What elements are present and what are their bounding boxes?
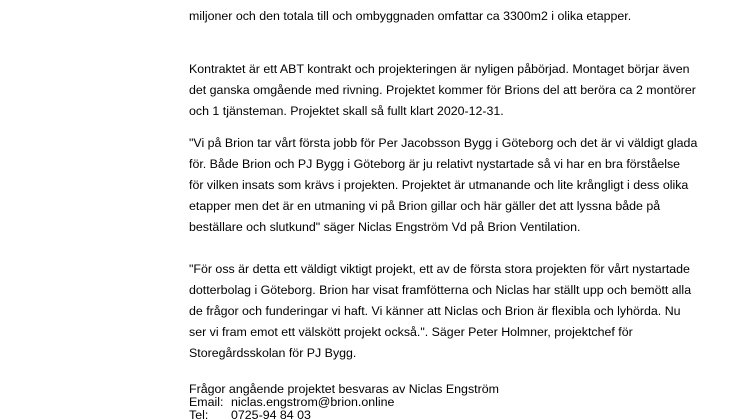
text-line: "Vi på Brion tar vårt första jobb för Per Jacobsson Bygg i Göteborg och det är vi väldigt glada	[189, 136, 698, 150]
email-label: Email:	[189, 395, 224, 409]
contact-intro: Frågor angående projektet besvaras av Niclas Engström	[189, 382, 499, 396]
text-line: och 1 tjänsteman. Projektet skall så fullt klart 2020-12-31.	[189, 104, 504, 118]
text-line: dotterbolag i Göteborg. Brion har visat framfötterna och Niclas har ställt upp och bemött alla	[189, 283, 692, 297]
contact-tel-row	[189, 409, 311, 419]
text-line: ser vi fram emot ett välskött projekt också.". Säger Peter Holmner, projektchef för	[189, 325, 633, 339]
text-line: det ganska omgående med rivning. Projektet kommer för Brions del att beröra ca 2 montörer	[189, 83, 696, 97]
tel-value: 0725-94 84 03	[231, 408, 311, 419]
tel-label: Tel:	[189, 408, 209, 419]
text-line: beställare och slutkund" säger Niclas Engström Vd på Brion Ventilation.	[189, 220, 581, 234]
email-link[interactable]: niclas.engstrom@brion.online	[231, 395, 395, 409]
text-line: Storegårdsskolan för PJ Bygg.	[189, 346, 357, 360]
text-line: miljoner och den totala till och ombyggnaden omfattar ca 3300m2 i olika etapper.	[189, 9, 632, 23]
text-line: "För oss är detta ett väldigt viktigt projekt, ett av de första stora projekten för vårt nystartade	[189, 262, 690, 276]
text-line: de frågor och funderingar vi haft. Vi känner att Niclas och Brion är flexibla och lyhörda. Nu	[189, 304, 681, 318]
text-line: för vilken insats som krävs i projekten. Projektet är utmanande och lite krångligt i dess olika	[189, 178, 689, 192]
text-line: för. Både Brion och PJ Bygg i Göteborg är ju relativt nystartade så vi har en bra förståelse	[189, 157, 681, 171]
text-line: etapper men det är en utmaning vi på Brion gillar och här gäller det att lyssna både på	[189, 199, 661, 213]
text-line: Kontraktet är ett ABT kontrakt och projekteringen är nyligen påbörjad. Montaget börjar även	[189, 62, 690, 76]
